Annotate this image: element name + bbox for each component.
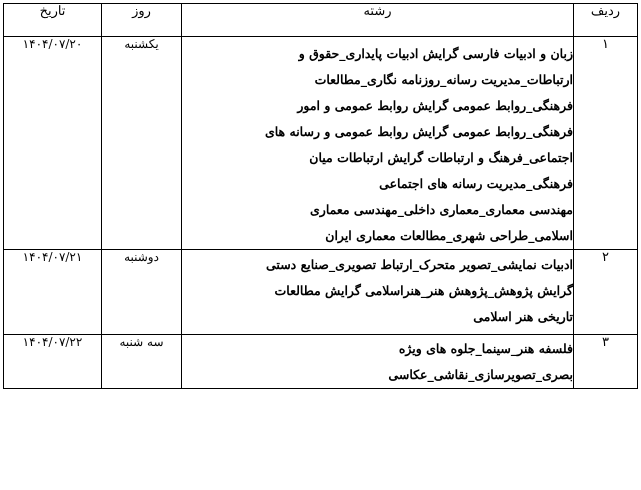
header-date: تاریخ (4, 4, 102, 37)
header-major: رشته (182, 4, 574, 37)
date-cell: ۱۴۰۴/۰۷/۲۰ (4, 37, 102, 250)
major-line: مهندسی معماری_معماری داخلی_مهندسی معماری (310, 202, 573, 217)
header-day: روز (102, 4, 182, 37)
major-line: فرهنگی_مدیریت رسانه های اجتماعی (379, 176, 573, 191)
major-line: بصری_تصویرسازی_نقاشی_عکاسی (388, 367, 573, 382)
major-line: فرهنگی_روابط عمومی گرایش روابط عمومی و امور (297, 98, 573, 113)
exam-schedule-table (3, 3, 638, 389)
major-line: زبان و ادبیات فارسی گرایش ادبیات پایداری_حقوق و (298, 46, 573, 61)
majors-cell (182, 37, 574, 250)
table-row (4, 37, 638, 250)
date-cell: ۱۴۰۴/۰۷/۲۱ (4, 250, 102, 335)
row-number: ۱ (574, 37, 638, 250)
major-line: ادبیات نمایشی_تصویر متحرک_ارتباط تصویری_صنایع دستی (266, 257, 573, 272)
day-cell: سه شنبه (102, 335, 182, 389)
table-row (4, 335, 638, 389)
day-cell: دوشنبه (102, 250, 182, 335)
row-number: ۲ (574, 250, 638, 335)
header-row-number: ردیف (574, 4, 638, 37)
majors-cell (182, 335, 574, 389)
major-line: ارتباطات_مدیریت رسانه_روزنامه نگاری_مطالعات (314, 72, 573, 87)
major-line: اجتماعی_فرهنگ و ارتباطات گرایش ارتباطات میان (309, 150, 573, 165)
row-number: ۳ (574, 335, 638, 389)
date-cell: ۱۴۰۴/۰۷/۲۲ (4, 335, 102, 389)
table-header-row (4, 4, 638, 37)
major-line: اسلامی_طراحی شهری_مطالعات معماری ایران (325, 228, 573, 243)
major-line: تاریخی هنر اسلامی (473, 309, 573, 324)
major-line: فرهنگی_روابط عمومی گرایش روابط عمومی و رسانه های (264, 124, 573, 139)
day-cell: یکشنبه (102, 37, 182, 250)
table-row (4, 250, 638, 335)
major-line: فلسفه هنر_سینما_جلوه های ویژه (398, 341, 573, 356)
major-line: گرایش پژوهش_پژوهش هنر_هنراسلامی گرایش مطالعات (274, 283, 573, 298)
majors-cell (182, 250, 574, 335)
